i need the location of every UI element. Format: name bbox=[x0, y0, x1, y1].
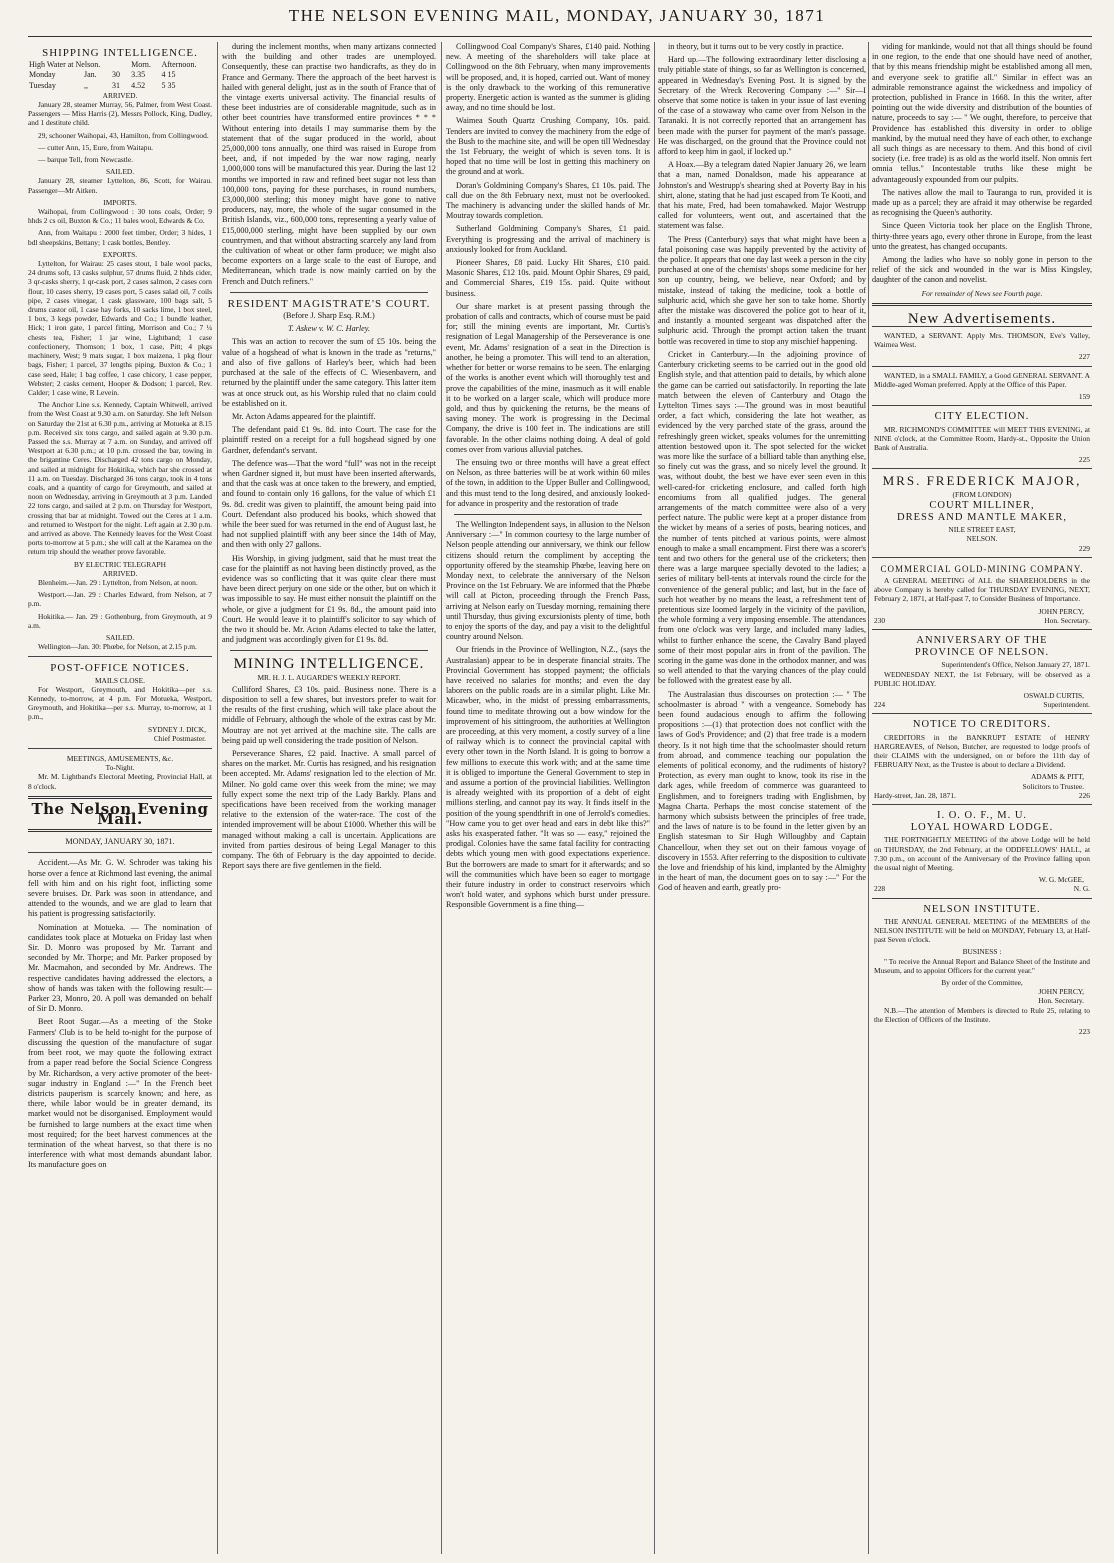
mining-title: MINING INTELLIGENCE. bbox=[233, 656, 425, 673]
section-rule bbox=[28, 829, 212, 832]
article-paragraph: viding for mankinde, would not that all things should be found in one region, to the ende that one should have need of another, that by this means friendship might be established among all men, and everyone seek to gratifie all." Similar in effect was an admirable remonstrance against the wickedness and impolicy of protection, published in France in 1668. In this the writer, after pointing out the wide diversity and distribution of the bounties of nature, proceeds to say :— " We ought, therefore, to perceive that Providence has established this diversity in order to oblige mankind, by the mutual need they have of each other, to exchange all such things as are necessary to them. And this bond of civil society (i.e. free trade) is as old as the world itself. Non omnis fert omnia tellus." Incontestable truths like these might be advantageously expounded from our pulpits. bbox=[872, 42, 1092, 184]
mails-close-title: MAILS CLOSE. bbox=[94, 675, 146, 685]
column-rule bbox=[654, 42, 655, 1554]
advert-text: CREDITORS in the BANKRUPT ESTATE of HENRY HARGREAVES, of Nelson, Butcher, are requested to lodge proofs of their CLAIMS with the undersigned, on or before the 11th day of FEBRUARY Next, as the Trustee is about to declare a Dividend. bbox=[874, 732, 1090, 770]
telegraph-arrived-item: Westport.—Jan. 29 : Charles Edward, from Nelson, at 7 p.m. bbox=[28, 590, 212, 609]
article-paragraph: Doran's Goldmining Company's Shares, £1 10s. paid. The call due on the 8th February next, must not be overlooked. The machinery is advancing under the skilled hands of Mr. Moutray towards completion. bbox=[446, 180, 650, 221]
column-5 bbox=[872, 42, 1092, 1554]
advert-number: 223 bbox=[1078, 1027, 1090, 1037]
tonight-label: To-Night. bbox=[105, 763, 135, 773]
advert-number: 159 bbox=[1078, 392, 1090, 402]
advert-institute bbox=[872, 898, 1092, 1041]
case-title: T. Askew v. W. C. Harley. bbox=[287, 324, 371, 334]
article-paragraph: Our share market is at present passing through the probation of calls and contracts, which of course must be paid for; still the mining events are important, Mr. Curtis's resignation of Legal Managership of the Perseverance is one event, Mr. Adams' resignation of a seat in the Direction is another, he being a promoter. This will tend to an alteration, whether for better or worse remains to be seen. The enlarging of the works is another event which will thoroughly test and prove the capabilities of the mine, inasmuch as it will enable it to be worked on a larger scale, which will produce more gold, and thus by quickening the returns, be the means of saving money. The work is progressing in the Decimal Company, the drive is 100 feet in. The indications are still favorable. In the other claims nothing doing. A deal of gold comes over from various alluvial patches. bbox=[446, 301, 650, 454]
telegraph-arrived-item: Hokitika.— Jan. 29 : Gothenburg, from Greymouth, at 9 a.m. bbox=[28, 611, 212, 630]
masthead-rule bbox=[28, 36, 1092, 37]
advert-role: Superintendent. bbox=[1043, 700, 1090, 710]
advert-text: A GENERAL MEETING of ALL the SHAREHOLDERS in the above Company is hereby called for THURSDAY EVENING, NEXT, February 2, 1871, at Half-past 7, to Consider Business of Importance. bbox=[874, 575, 1090, 604]
article-paragraph: Hard up.—The following extraordinary letter disclosing a truly pitiable state of things, so far as Wellington is concerned, appeared in Wednesday's Evening Post. It is signed by the Secretary of the Wreck Recovering Company :—" Sir—I observe that some notice is taken in your issue of last evening of the case of a stowaway who came over from Nelson in the Taranaki. It is not correctly reported that an arrangement has been made with the purser for payment of the man's passage. He was discharged, on the ground that the Province could not afford to keep him in gaol, if locked up." bbox=[658, 55, 866, 157]
article-paragraph: in theory, but it turns out to be very costly in practice. bbox=[668, 42, 844, 51]
article-accident: Accident.—As Mr. G. W. Schroder was taking his horse over a fence at Richmond last evening, the animal fell with him and on his right foot, inflicting some severe bruises. Dr. Park was soon in attendance, and attended to the wounds, and we are glad to learn that his patient is progressing satisfactorily. bbox=[28, 858, 212, 919]
advert-number: 230 bbox=[874, 615, 886, 625]
advert-subtitle: (FROM LONDON) bbox=[952, 489, 1012, 499]
tide-row bbox=[28, 81, 212, 91]
advert-trade: DRESS AND MANTLE MAKER, bbox=[896, 511, 1067, 523]
advert-number: 224 bbox=[874, 700, 886, 710]
tide-header-morn: Morn. bbox=[131, 60, 151, 70]
advert-business-text: " To receive the Annual Report and Balance Sheet of the Institute and Museum, and to appoint Officers for the current year." bbox=[874, 956, 1090, 975]
tide-day: Tuesday bbox=[29, 80, 56, 90]
court-before: (Before J. Sharp Esq. R.M.) bbox=[283, 311, 375, 321]
advert-ioof bbox=[872, 804, 1092, 898]
advert-office: Superintendent's Office, Nelson January 27, 1871. bbox=[941, 660, 1090, 670]
advert-anniversary bbox=[872, 629, 1092, 713]
advert-order: By order of the Committee, bbox=[941, 978, 1023, 988]
advert-text: THE FORTNIGHTLY MEETING of the above Lodge will be held on THURSDAY, the 2nd February, at the ODDFELLOWS' HALL, at 7.30 p.m., on account of the Anniversary of the Province falling upon the usual night of Meeting. bbox=[874, 835, 1090, 873]
tide-afternoon: 4 15 bbox=[161, 70, 176, 80]
advert-signature: JOHN PERCY, bbox=[1038, 987, 1084, 997]
exports-title: EXPORTS. bbox=[102, 249, 138, 259]
advert-footer bbox=[874, 616, 1090, 625]
ads-title: New Advertisements. bbox=[907, 310, 1057, 327]
advert-title: NELSON INSTITUTE. bbox=[923, 903, 1041, 915]
advert-number: 229 bbox=[1078, 543, 1090, 553]
advert-business-title: BUSINESS : bbox=[962, 947, 1002, 957]
tide-header-place: High Water at Nelson. bbox=[29, 60, 101, 70]
tide-date: 31 bbox=[112, 80, 120, 90]
arrived-item: 29, schooner Waihopai, 43, Hamilton, from Collingwood. bbox=[38, 130, 209, 140]
advert-text: WANTED, in a SMALL FAMILY, a Good GENERAL SERVANT. A Middle-aged Woman preferred. Apply at the Office of this Paper. bbox=[874, 370, 1090, 389]
advert-city-election bbox=[872, 405, 1092, 468]
advert-text: THE ANNUAL GENERAL MEETING of the MEMBERS of the NELSON INSTITUTE will be held on MONDAY, February 13, at Half-past Seven o'clock. bbox=[874, 916, 1090, 945]
advert-gold-mining bbox=[872, 557, 1092, 629]
column-rule bbox=[217, 42, 218, 1554]
postmaster-title: Chief Postmaster. bbox=[153, 733, 206, 743]
article-paragraph: The natives allow the mail to Tauranga to run, provided it is made up as a parcel; they are afraid it may otherwise be regarded as recognising the Queen's authority. bbox=[872, 187, 1092, 218]
postmaster-name: SYDNEY J. DICK, bbox=[147, 724, 206, 734]
advert-number: 228 bbox=[874, 884, 886, 894]
article-nomination: Nomination at Motueka. — The nomination of candidates took place at Motueka on Friday last when Sir. D. Monro was proposed by Mr. Tarrant and seconded by Mr. Thorpe; and Mr. Parker proposed by Mr. Macmahon, and seconded by Mr. Andrews. The respective candidates having addressed the electors, a show of hands was taken with the following result:—Parker 23, Monro, 20. A poll was demanded on behalf of Sir D. Monro. bbox=[28, 922, 212, 1014]
imports-item: Waihopai, from Collingwood : 30 tons coals, Order; 9 hhds 2 cs oil, Buxton & Co.; 11 bales wool, Edwards & Co. bbox=[28, 207, 212, 226]
arrived-item: January 28, steamer Murray, 56, Palmer, from West Coast. Passengers — Miss Harris (2), Messrs Pollock, King, Dudley, and 1 destitute child. bbox=[28, 100, 212, 128]
advert-role: Hon. Secretary. bbox=[1038, 996, 1084, 1006]
advert-general-servant bbox=[872, 366, 1092, 406]
advert-address: NILE STREET EAST, bbox=[948, 525, 1016, 535]
advert-title: NOTICE TO CREDITORS. bbox=[912, 719, 1052, 731]
court-paragraph: The defendant paid £1 9s. 8d. into Court. The case for the plaintiff rested on a receipt for a full hogshead signed by one Gardner, defendant's servant. bbox=[222, 425, 436, 455]
article-paragraph: Cricket in Canterbury.—In the adjoining province of Canterbury cricketing seems to be carried out in the good old English style, and that attention paid to details, by which alone the game can be carried out satisfactorily. In reporting the late match between the eleven of Canterbury and Otago the Lyttelton Times says :—The ground was in most beautiful order, a fact which, considering the late hot weather, as evidenced by the very parched state of the grass, around the refreshingly green wicket, speaks volumes for the unremitting attention bestowed upon it. The spot selected for the wicket was more like the surface of a billiard table than anything else, so finely cut was the grass, and so nicely level the ground. It was, without doubt, the best we have ever seen even in this well-cared-for cricketing enclosure, and called forth high encomiums from all qualified judges. The general arrangements of the match committee were also of a very perfect nature. The public were kept at a proper distance from the wicket by means of a series of posts, bearing notices, and the number of tents pitched at various points, were almost enough to make a small encampment. First there was a scorer's tent and two others for the general use of the cricketers; then there was a large marquee specially devoted to the ladies; a series of military bell-tents at intervals round the circle for the convenience of the general public; and last, but in the face of such hot weather by no means the least, a refreshment tent of pretentious size loomed largely in the vicinity of the pavilion, the whole forming a very imposing ensemble. The attendances from one o'clock was very large, and included many ladies, whilst to further enhance the scene, the Cavalry Band played some of their most popular airs in front of the pavilion. The scoring in the game was done in the orthodox manner, and was so well attended to that the varying chances of the play could be followed with the greatest ease by all. bbox=[658, 349, 866, 686]
article-paragraph: Among the ladies who have so nobly gone in person to the relief of the sick and wounded in the war is Miss Kingsley, daughter of the canon and novelist. bbox=[872, 255, 1092, 285]
section-rule bbox=[28, 656, 212, 657]
tide-header-afternoon: Afternoon. bbox=[161, 60, 197, 70]
post-office-text: For Westport, Greymouth, and Hokitika—per s.s. Kennedy, to-morrow, at 4 p.m. For Motueka, Westport, Greymouth, and Hokitika—per s.s. Murray, to-morrow, at 1 p.m., bbox=[28, 684, 212, 722]
advert-title: I. O. O. F., M. U. bbox=[936, 810, 1028, 821]
court-paragraph: Mr. Acton Adams appeared for the plaintiff. bbox=[232, 411, 376, 421]
report-title: MR. H. J. L. AUGARDE'S WEEKLY REPORT. bbox=[257, 672, 401, 682]
arrived-title: ARRIVED. bbox=[102, 90, 138, 100]
advert-role: Hon. Secretary. bbox=[1044, 615, 1090, 625]
article-beet-continued: during the inclement months, when many artizans connected with the building and other trades are unemployed. Consequently, these can practise two handicrafts, as they do in France and Germany. There the approach of the beet harvest is hailed with general delight, just as in the south of France that of the vintage exerts universal activity. The financial results of these beet industries are of considerable magnitude, such as in other beet countries have transformed entire provinces * * * Without entering into details I may summarise them by the statement that of the sugar produced in the world, about 25,000,000 tons annually, one third was raised in Europe from beet, and, if not impeded by the war now raging, nearly 1,000,000 tons will be manufactured this year. During the last 12 months we imported in raw and refined beet sugar not less than 100,000 tons, paying for these purchases, in round numbers, £3,000,000 sterling; this money might have gone to native producers, nay, more, the whole of the sugar consumed in the British Islands, viz., 600,000 tons, representing a yearly value of £15,000,000 sterling, might have been supplied by our own countrymen, and that without abstracting scarcely any land from the cultivation of wheat or other farm produce; we might also become exporters on a large scale to the east of Europe, and Mediterranean, which trade is now mainly carried on by the French and Dutch refiners." bbox=[222, 42, 436, 286]
advert-milliner bbox=[872, 468, 1092, 556]
advert-trade: COURT MILLINER, bbox=[929, 499, 1035, 511]
court-title: RESIDENT MAGISTRATE'S COURT. bbox=[227, 297, 431, 310]
article-paragraph: Collingwood Coal Company's Shares, £140 paid. Nothing new. A meeting of the shareholders will take place at Collingwood on the 8th February, when many improvements will be proposed, and, it is hoped, carried out. Want of money is the only drawback to the working of this remunerative property. Energetic action is wanted as the summer is gliding away, and no time should be lost. bbox=[446, 42, 650, 113]
advert-title: PROVINCE OF NELSON. bbox=[914, 647, 1050, 659]
advert-note: N.B.—The attention of Members is directed to Rule 25, relating to the Election of Officers of the Institute. bbox=[874, 1005, 1090, 1024]
arrived-item: — barque Tell, from Newcastle. bbox=[38, 155, 133, 165]
advert-signature: OSWALD CURTIS, bbox=[1023, 690, 1084, 700]
tide-day: Monday bbox=[29, 70, 56, 80]
court-paragraph: This was an action to recover the sum of £5 10s. being the value of a hogshead of what is known in the trade as "returns," and also of five gallons of Harley's beer, which had been purchased at the sale of the effects of C. Wiesenbavern, and returned by the plaintiff under the same category. This latter item was at once struck out, as his Worship ruled that no claim could be established on it. bbox=[222, 337, 436, 408]
article-paragraph: The Press (Canterbury) says that what might have been a fatal poisoning case was happily prevented by the activity of the police. It appears that one day last week a person in the city purchased at one of the chemists' shops some medicine for her son up country, being, we believe, near Oxford; and by mistake, instead of taking the medicine, took a bottle of sulphuric acid, which she gave her son to take home. Shortly after the mistake was discovered the police got to hear of it, and instantly a mounted sergeant was dispatched after the sulphuric acid. Through the prompt action taken the truant bottle was recovered in time to stop any mischief happening. bbox=[658, 234, 866, 346]
article-paragraph: Pioneer Shares, £8 paid. Lucky Hit Shares, £10 paid. Masonic Shares, £12 10s. paid. Mount Ophir Shares, £9 paid, and Commercial Shares, £19 15s. paid. Quite without business. bbox=[446, 258, 650, 298]
article-paragraph: A Hoax.—By a telegram dated Napier January 26, we learn that a man, named Donaldson, made his appearance at Johnston's and Westrupp's shearing shed at Poverty Bay in his shirt, alone, stating that he had just escaped from Te Kooti, and that his mate, Fred, had been tomahawked. Major Westrupp called for volunteers, went out, and ascertained that the statement was false. bbox=[658, 160, 866, 231]
tide-month: ,, bbox=[84, 80, 89, 90]
mining-paragraph: Culliford Shares, £3 10s. paid. Business none. There is a disposition to sell a few shares, but investors prefer to wait for the results of the first crushing, which will take place about the middle of February, although the whole of the extras cast by Mr. Moutray are not yet arrived at the machine site. The calls are being paid up well considering the trade position of Nelson. bbox=[222, 684, 436, 745]
article-paragraph: Since Queen Victoria took her place on the English Throne, thirty-three years ago, every other throne in Europe, from the least unto the greatest, has changed occupants. bbox=[872, 221, 1092, 251]
meeting-text: Mr. M. Lightband's Electoral Meeting, Provincial Hall, at 8 o'clock. bbox=[28, 772, 212, 791]
column-2 bbox=[222, 42, 436, 1554]
section-rule bbox=[230, 292, 428, 293]
column-rule bbox=[441, 42, 442, 1554]
section-rule bbox=[28, 748, 212, 749]
column-rule bbox=[868, 42, 869, 1554]
advert-servant bbox=[872, 326, 1092, 366]
advert-number: 226 bbox=[1078, 790, 1090, 800]
article-paragraph: The Australasian thus discourses on protection :— " The schoolmaster is abroad " with a vengeance. Somebody has been found audacious enough to affirm the following propositions :—(1) that protection does not conflict with the laws of God's Providence; and (2) that free trade is a modern theory. Is it not high time that the schoolmaster should return from abroad, and commence teaching our population the elements of political economy, and the rudiments of history? Protection, as every man ought to know, took its rise in the dark ages, while freedom of commerce was guaranteed to Englishmen, and to foreigners trading with Englishmen, by Magna Charta. Perhaps the most concise statement of the harmony which subsists between the principles of free trade, and the laws of nature is to be found in the letter given by an English statesman to Sir Hugh Willoughby and Captain Chancellour, when they set out on their famous voyage of discovery in 1553. After referring to the disposition to cultivate the love and friendship of his kind, implanted by the Almighty in the heart of man, the document goes on to say :—" For the God of heaven and earth, greatly pro- bbox=[658, 689, 866, 893]
tide-month: Jan. bbox=[84, 70, 97, 80]
advert-title: COMMERCIAL GOLD-MINING COMPANY. bbox=[880, 563, 1084, 574]
column-3 bbox=[446, 42, 650, 1554]
advert-signature: W. G. McGEE, bbox=[1038, 875, 1084, 885]
advert-title: ANNIVERSARY OF THE bbox=[916, 634, 1048, 646]
advert-creditors bbox=[872, 713, 1092, 804]
tide-row bbox=[28, 70, 212, 80]
telegraph-arrived-item: Blenheim.—Jan. 29 : Lyttelton, from Nelson, at noon. bbox=[38, 577, 198, 587]
advert-date: Hardy-street, Jan. 28, 1871. bbox=[874, 790, 956, 800]
telegraph-title: BY ELECTRIC TELEGRAPH bbox=[74, 559, 166, 569]
imports-item: Ann, from Waitapu : 2000 feet timber, Order; 3 hides, 1 bdl sheepskins, Bettany; 1 cask bottles, Bentley. bbox=[28, 228, 212, 247]
column-4 bbox=[658, 42, 866, 1554]
sailed-item: January 28, steamer Lyttelton, 86, Scott, for Wairau. Passenger—Mr Aitken. bbox=[28, 176, 212, 195]
section-rule bbox=[28, 852, 212, 853]
shipping-title: SHIPPING INTELLIGENCE. bbox=[42, 47, 198, 59]
advert-role: Solicitors to Trustee. bbox=[1022, 781, 1084, 791]
court-paragraph: The defence was—That the word "full" was not in the receipt when Gardner signed it, but must have been inserted afterwards, and that the cask was at once taken to the brewery, and emptied, and found to contain only 16 gallons, for the value of which £1 9s. 8d. credit was given to plaintiff, the amount being paid into Court. Defendant also produced his books, which showed that while the beer sued for was returned in the end of August last, he had not supplied plaintiff with any beer since the 14th of May, and then with only 27 gallons. bbox=[222, 458, 436, 550]
sailed-title: SAILED. bbox=[105, 167, 135, 177]
tide-afternoon: 5 35 bbox=[161, 80, 176, 90]
telegraph-sailed-item: Wellington—Jan. 30: Phœbe, for Nelson, at 2.15 p.m. bbox=[38, 642, 197, 652]
tide-morn: 4.52 bbox=[131, 80, 146, 90]
tide-morn: 3.35 bbox=[131, 70, 146, 80]
advert-number: 227 bbox=[1078, 352, 1090, 362]
meetings-title: MEETINGS, AMUSEMENTS, &c. bbox=[66, 754, 174, 764]
article-paragraph: Our friends in the Province of Wellington, N.Z., (says the Australasian) appear to be in desperate financial straits. The Provincial Government has stopped payment; the officials have received no salaries for months; and even the day laborers on the public roads are in a similar plight. Like Mr. Micawber, who, in the midst of pressing embarrassments, found time to meditate throwing out a bow window for the improvement of his sittingroom, the authorities at Wellington are proceeding, at this very moment, a costly survey of a line of railway which is to connect the provincial capital with every other town in the North Island. It is going to borrow a few millions to execute this work with; and at the same time it is obliged to importune the General Government to step in and assume a portion of the provincial liabilities. Wellington is already weighted with its proportion of a debt of eight millions sterling, and cannot pay its way. It finds itself in the position of the young spendthrift in one of Jerrold's comedies. "How came you to get over head and ears in debt like this?" asks his exasperated father. "It was so — easy," rejoined the prodigal. Colonies have the same fatal facility for contracting debts which young men with good expectations experience. But the borrowers are made to smart for it afterwards; and so will the communities which have been so eager to mortgage their future industry in order to construct reservoirs which won't hold water, and syphons which burst under pressure. Responsible Government is a fine thing— bbox=[446, 645, 650, 910]
remainder-note: For remainder of News see Fourth page. bbox=[921, 288, 1043, 298]
advert-title: CITY ELECTION. bbox=[934, 411, 1030, 423]
advert-text: MR. RICHMOND'S COMMITTEE will MEET THIS EVENING, at NINE o'clock, at the Committee Room, Hardy-st., Opposite the Union Bank of Australia. bbox=[874, 424, 1090, 452]
arrived-item: — cutter Ann, 15, Eure, from Waitapu. bbox=[38, 142, 154, 152]
article-paragraph: Sutherland Goldmining Company's Shares, £1 paid. Everything is progressing and the arrival of machinery is anxiously looked for from Auckland. bbox=[446, 224, 650, 254]
exports-text: Lyttelton, for Wairau: 25 cases stout, 1 bale wool packs, 24 drums soft, 13 casks sulphur, 57 drums fluid, 2 hhds cider, 3 qr-casks sherry, 1 qr-cask port, 2 cases salmon, 2 cases corn flour, 10 cases sherry, 19 cases port, 5 cases salad oil, 7 coils pipe, 2 cases vinegar, 1 cask glassware, 100 bags salt, 5 drums castor oil, 1 case hay forks, 10 sacks lime, 1 box steel, 1 box, 3 kegs powder, Edwards and Co.; 1 bundle leather, Hick; 1 iron gate, 1 parcel fitting, Morrison and Co.; 7 ¼ chests tea, Fisher; 1 jar wine, Lightband; 1 case confectionery, Thomson; 1 box, 1 case, Pitt; 4 pkgs machinery, West; 9 mats sugar, 1 box maizena, 1 pkg flour bags, Fisher; 1 parcel, 37 lengths piping, Buxton & Co.; 1 case seed, Hale; 1 bag coffee, 1 case chicory, 1 case pepper, Webster; 2 casks cement, Hooper & Dodson; 1 parcel, Rev. Calder; 1 case wine, R Levein. bbox=[28, 259, 212, 397]
imports-title: IMPORTS. bbox=[103, 197, 137, 207]
tide-table bbox=[28, 60, 212, 91]
section-rule bbox=[454, 514, 642, 515]
advert-title: MRS. FREDERICK MAJOR, bbox=[882, 473, 1082, 489]
court-paragraph: His Worship, in giving judgment, said that he must treat the case for the plaintiff as not having been distinctly proved, as the evidence was so conflicting that it was quite clear there must have been direct perjury on one side or the other, but on which it was impossible to say. He must either nonsuit the plaintiff on the whole, or give a judgment for £1 9s. 8d., the amount paid into Court. He would leave it to plaintiff's solicitor to say which of the two it should be. Mr. Acton Adams elected to take the latter, and judgment was accordingly given for £1 9s. 8d. bbox=[222, 553, 436, 645]
advert-text: WANTED, a SERVANT. Apply Mrs. THOMSON, Eve's Valley, Waimea West. bbox=[874, 331, 1090, 350]
telegraph-arrived-title: ARRIVED. bbox=[102, 568, 138, 578]
advert-role: N. G. bbox=[1073, 884, 1090, 894]
advert-footer bbox=[874, 700, 1090, 709]
advert-text: WEDNESDAY NEXT, the 1st February, will be observed as a PUBLIC HOLIDAY. bbox=[874, 669, 1090, 688]
mining-paragraph: Perseverance Shares, £2 paid. Inactive. A small parcel of shares on the market. Mr. Curtis has resigned, and his resignation been accepted. Mr. Adams' resignation led to the election of Mr. Milner. No gold came over this week from the mine; we may fully expect some the next trip of the Lady Barkly. Plans and specifications have been received from the working manager relative to the extension of the water-race. The cost of the intended improvement will be about £1000. Whether this will be managed without making a call is uncertain. Applications are invited from parties desirous of being Legal Manager to this company. The 6th of February is the day appointed to decide. Report says there are five gentlemen in the field. bbox=[222, 749, 436, 871]
advert-signature: ADAMS & PITT, bbox=[1030, 772, 1084, 782]
advert-town: NELSON. bbox=[966, 534, 998, 544]
date-line: MONDAY, JANUARY 30, 1871. bbox=[65, 837, 175, 847]
tide-date: 30 bbox=[112, 70, 120, 80]
paper-flag: The Nelson Evening Mail. bbox=[31, 799, 209, 829]
article-paragraph: The Wellington Independent says, in allusion to the Nelson Anniversary :—" In common courtesy to the large number of Nelson people attending our anniversary, we think our fellow citizens should return the compliment by accepting the opportunity offered by the steamship Phœbe, leaving here on Monday next, to celebrate the anniversary of the Nelson Province on the 1st February. We are informed that the Phœbe will call at Picton, proceeding through the French Pass, arriving at Nelson early on Tuesday morning, remaining there until Thursday, thus giving excursionists plenty of time, both to enjoy the sports of the day, and pay a visit to the delightful country around Nelson. bbox=[446, 519, 650, 642]
article-beet-root: Beet Root Sugar.—As a meeting of the Stoke Farmers' Club is to be held to-night for the purpose of discussing the question of the manufacture of sugar from beet root, we may quote the following extract from a paper read before the Social Science Congress by Mr. Richardson, a very active promoter of the beet-sugar industry in England :—" In the French beet districts pauperism is scarcely known; and here, as there, while labor would be in greater demand, its market would not be disorganised. Employment would be furnished to large numbers at the exact time when most required; for the beet harvest commences at the termination of the wheat harvest, so that there is no interference with what most demands abundant labor. Its manufacture goes on bbox=[28, 1017, 212, 1170]
advert-number: 225 bbox=[1078, 455, 1090, 465]
telegraph-sailed-title: SAILED. bbox=[105, 632, 135, 642]
section-rule bbox=[230, 650, 428, 651]
section-rule bbox=[28, 796, 212, 799]
advert-footer bbox=[874, 884, 1090, 893]
post-office-title: POST-OFFICE NOTICES. bbox=[50, 662, 190, 675]
anchor-line-report: The Anchor Line s.s. Kennedy, Captain Whitwell, arrived from the West Coast at 9.30 a.m. on Saturday. She left Nelson on Saturday the 21st at 6.30 p.m., arriving at Motueka at 8.15 p.m. Received six tons cargo, and sailed again at 9.30 p.m. Passed the s.s. Murray at 7 a.m. on Sunday, and arrived off Westport at 6.30 p.m.; at 10 p.m. crossed the bar, towing in the brigantine Ceres. Discharged 42 tons cargo on Monday, and sailed at midnight for Hokitika, which bar she crossed at 11 a.m. on Tuesday. Discharged 36 tons cargo, took in 4 tons coals, and a quantity of cargo for Greymouth, and sailed at noon on Wednesday, arriving in Greymouth at 3 p.m. Landed 22 tons cargo, and sailed at 2 p.m. on Thursday for Westport, crossing that bar at midnight. Towed out the Ceres at 1 a.m. and returned to Westport for the night. Left again at 2.30 p.m. and arrived as above. The Kennedy leaves for the West Coast ports to-morrow at 5 p.m.; she will call at the Karamea on the return trip should the weather prove favorable. bbox=[28, 400, 212, 557]
section-rule bbox=[872, 303, 1092, 306]
advert-lodge: LOYAL HOWARD LODGE. bbox=[910, 822, 1054, 834]
advert-signature: JOHN PERCY, bbox=[1038, 606, 1084, 616]
article-paragraph: Waimea South Quartz Crushing Company, 10s. paid. Tenders are invited to convey the machinery from the edge of the Bush to the machine site, and will be open till Wednesday the 1st February, the weight of which is seven tons. It is hoped that no time will be lost in getting this machinery on the ground and at work. bbox=[446, 116, 650, 177]
article-paragraph: The ensuing two or three months will have a great effect on Nelson, as three batteries will be at work within 60 miles of the town, in addition to the Upper Buller and Collingwood, and this must tend to the long desired, and anxiously looked-for advance in prosperity and the restoration of trade bbox=[446, 457, 650, 508]
advert-footer bbox=[874, 791, 1090, 800]
masthead: THE NELSON EVENING MAIL, MONDAY, JANUARY 30, 1871 bbox=[288, 6, 826, 25]
column-1 bbox=[28, 42, 212, 1554]
